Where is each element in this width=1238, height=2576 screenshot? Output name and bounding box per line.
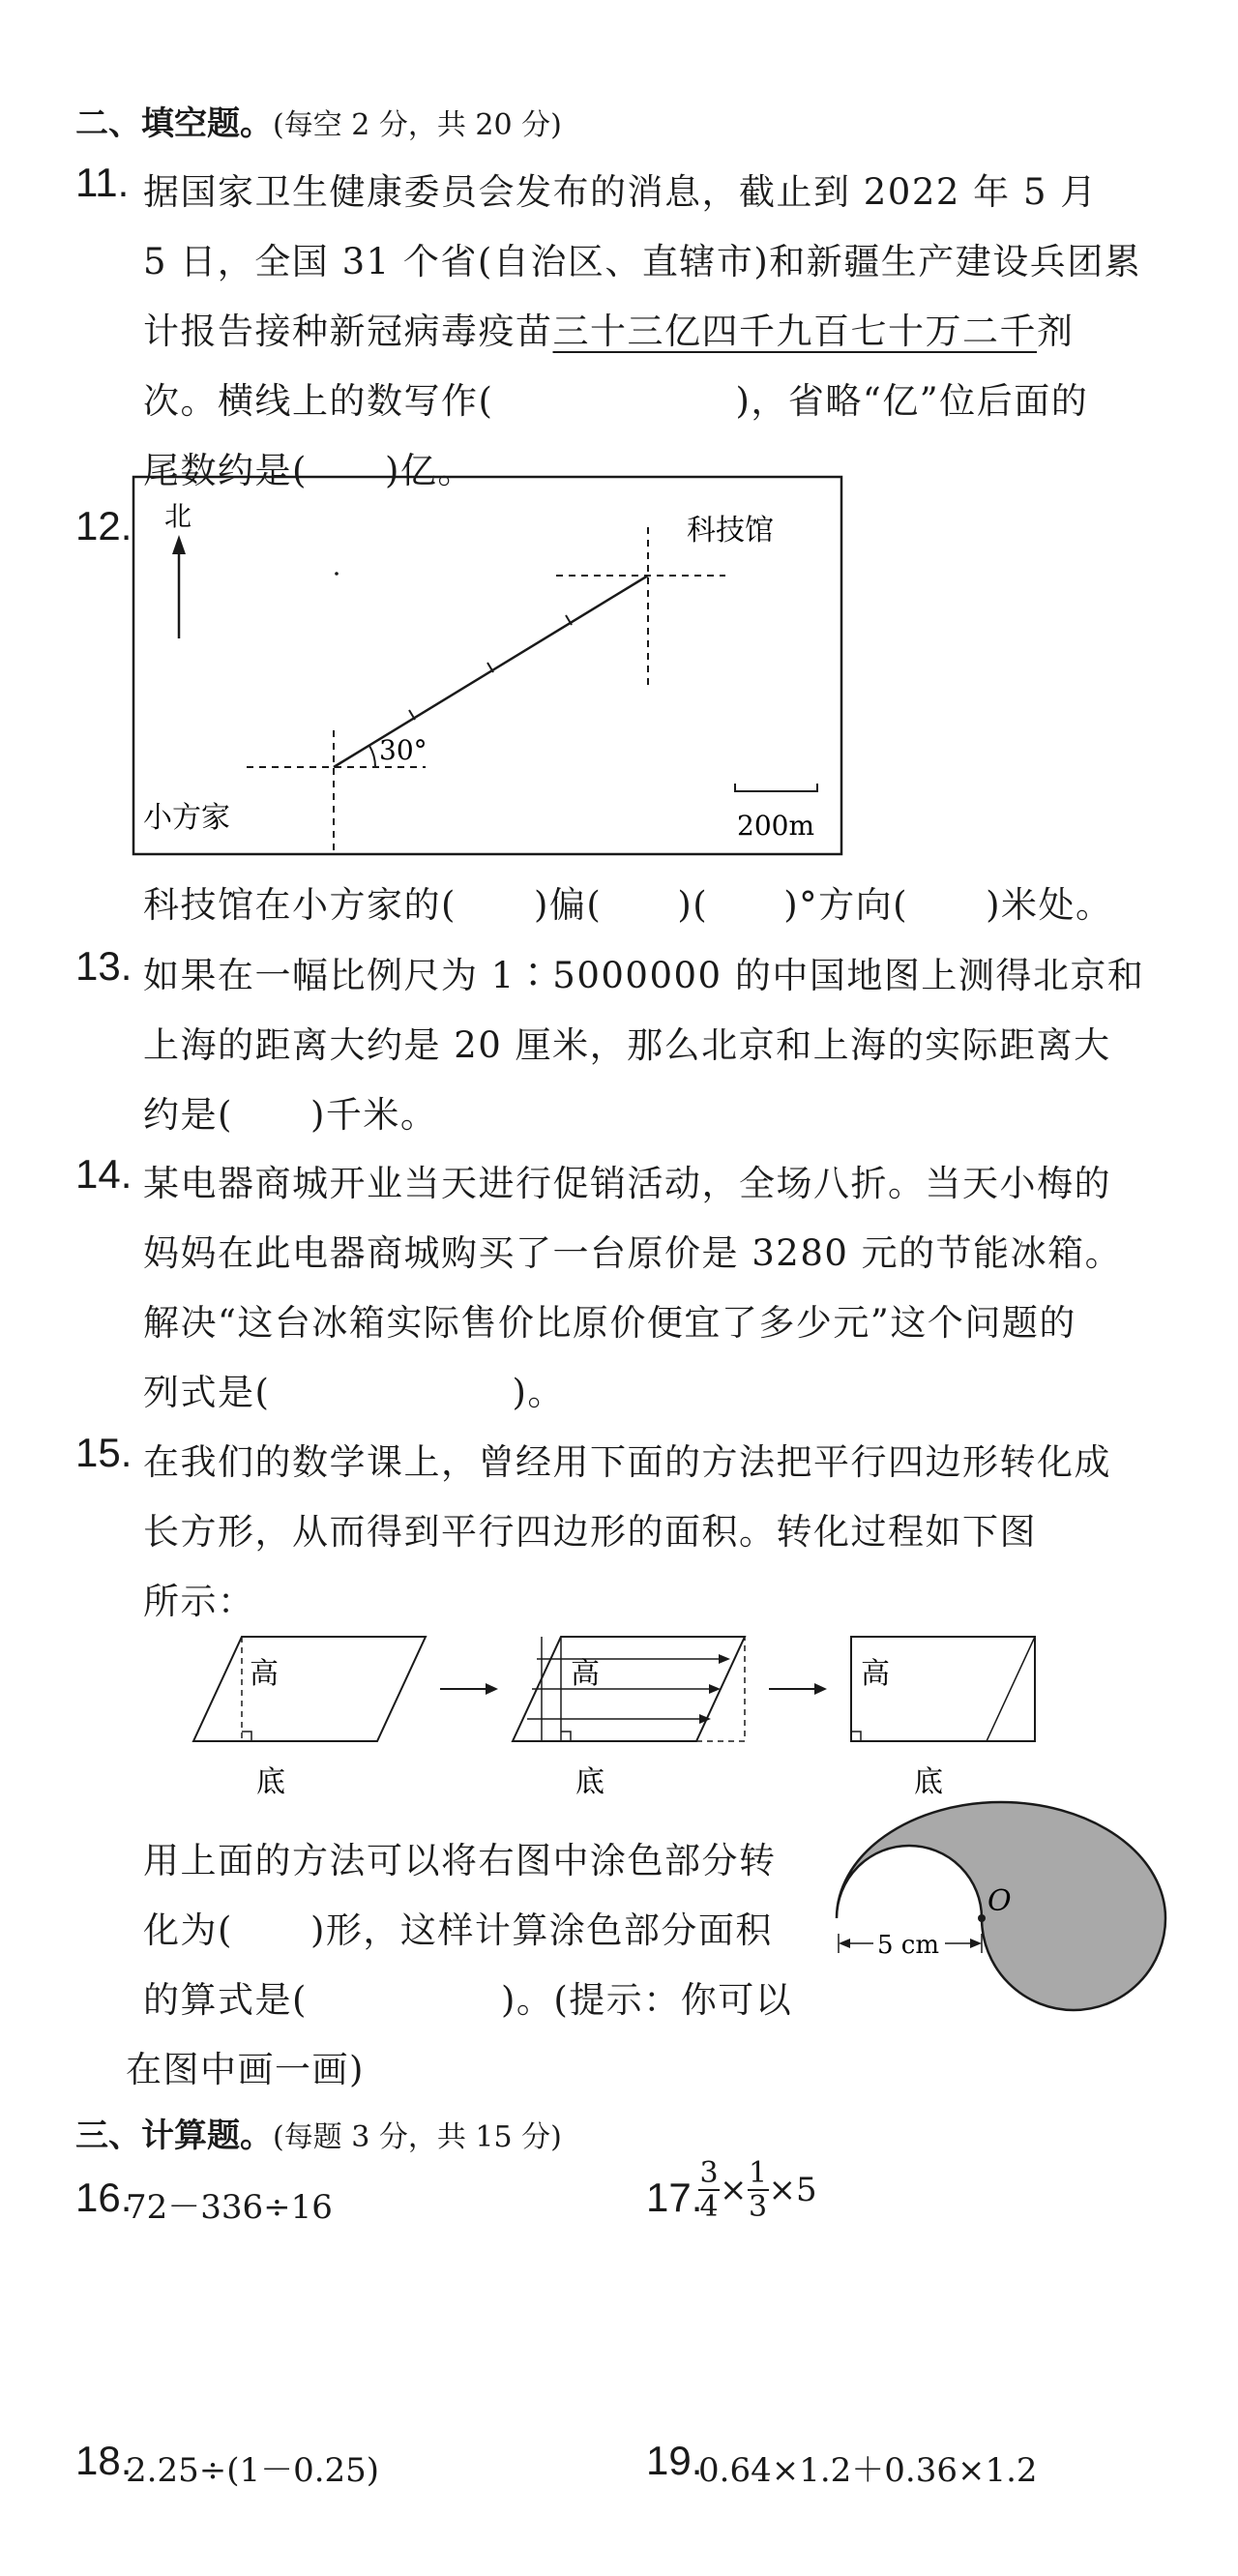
q13-line-3-start: 约是( (143, 1094, 233, 1136)
q11-line-1: 据国家卫生健康委员会发布的消息，截止到 2022 年 5 月 (143, 171, 1098, 213)
q11-line-2: 5 日，全国 31 个省(自治区、直辖市)和新疆生产建设兵团累 (143, 241, 1142, 282)
q14-line-4-end: )。 (512, 1372, 565, 1413)
q15-line-6 (143, 1970, 792, 2023)
map-dot (335, 572, 339, 576)
frac1-denominator: 4 (699, 2190, 719, 2224)
north-label: 北 (164, 500, 192, 532)
q15-line-6-end: )。(提示：你可以 (500, 1979, 793, 2021)
fraction-3-4 (698, 2157, 720, 2223)
q17-expression (698, 2157, 817, 2223)
q15-line-7: 在图中画一画) (126, 2049, 365, 2090)
q14-line-3: 解决“这台冰箱实际售价比原价便宜了多少元”这个问题的 (143, 1302, 1076, 1344)
q13-line-2: 上海的距离大约是 20 厘米，那么北京和上海的实际距离大 (143, 1024, 1111, 1066)
angle-label: 30° (379, 734, 427, 766)
q12-text-4: )°方向( (783, 884, 909, 926)
q11-line-5-end: )亿。 (384, 450, 475, 491)
center-label: O (987, 1884, 1012, 1918)
frac2-numerator: 1 (748, 2156, 768, 2190)
parallelogram-transformation-diagram (184, 1625, 1132, 1809)
q15-line-5-end: )形，这样计算涂色部分面积 (310, 1910, 773, 1951)
section-3-header (75, 2109, 562, 2156)
q18-expression: 2.25÷(1－0.25) (126, 2451, 380, 2490)
section-2-title: 二、填空题。 (75, 104, 273, 143)
q11-underlined-number: 三十三亿四千九百七十万二千 (552, 311, 1037, 352)
q14-line-4 (143, 1363, 565, 1415)
height-label-2: 高 (571, 1657, 600, 1691)
q13-line-3 (143, 1085, 437, 1138)
section-2-header (75, 97, 562, 144)
frac1-numerator: 3 (699, 2156, 719, 2190)
angle-arc (369, 746, 375, 767)
q15-number: 15. (75, 1430, 133, 1475)
q11-line-4 (143, 371, 1088, 424)
q13-line-3-end: )千米。 (310, 1094, 438, 1136)
cut-and-move-figure (513, 1637, 745, 1799)
scale-bar (735, 784, 817, 791)
base-label-3: 底 (914, 1765, 943, 1799)
height-label-3: 高 (861, 1657, 890, 1691)
dimension-arrow-left-icon (839, 1939, 850, 1948)
q15-line-6-start: 的算式是( (143, 1979, 308, 2021)
q12-number: 12. (75, 503, 133, 548)
q17-number: 17. (646, 2175, 703, 2220)
q11-line-4-start: 次。横线上的数写作( (143, 380, 494, 422)
museum-label: 科技馆 (687, 514, 774, 548)
times-five: ×5 (768, 2171, 817, 2209)
q12-answer-line (143, 875, 1113, 928)
q15-line-2: 长方形，从而得到平行四边形的面积。转化过程如下图 (143, 1511, 1037, 1553)
parallelogram-figure (193, 1637, 426, 1799)
arrow-right-icon-2 (769, 1683, 827, 1695)
height-label-1: 高 (250, 1657, 279, 1691)
q15-line-5-start: 化为( (143, 1910, 233, 1951)
section-3-title: 三、计算题。 (75, 2117, 273, 2155)
center-point (978, 1914, 986, 1922)
q12-text-3: )( (677, 884, 709, 926)
q11-number: 11. (75, 160, 130, 205)
rectangle-figure (851, 1637, 1035, 1799)
q13-line-1: 如果在一幅比例尺为 1∶5000000 的中国地图上测得北京和 (143, 955, 1145, 996)
q12-text-5: )米处。 (986, 884, 1113, 926)
q12-text-1: 科技馆在小方家的( (143, 884, 457, 926)
north-arrowhead-icon (172, 535, 186, 554)
q11-line-3-start: 计报告接种新冠病毒疫苗 (143, 311, 553, 352)
q18-number: 18. (75, 2438, 133, 2483)
q15-line-3: 所示： (143, 1581, 255, 1622)
q16-expression: 72－336÷16 (126, 2188, 333, 2227)
q16-number: 16. (75, 2175, 133, 2220)
arrow-right-icon-1 (440, 1683, 498, 1695)
shaded-region-figure (827, 1794, 1175, 2075)
q14-line-1: 某电器商城开业当天进行促销活动，全场八折。当天小梅的 (143, 1163, 1111, 1204)
q15-line-5 (143, 1901, 773, 1953)
section-3-note: (每题 3 分，共 15 分) (273, 2120, 562, 2154)
q13-number: 13. (75, 943, 133, 989)
base-label-1: 底 (256, 1765, 285, 1799)
q14-line-4-start: 列式是( (143, 1372, 271, 1413)
q15-line-1: 在我们的数学课上，曾经用下面的方法把平行四边形转化成 (143, 1441, 1111, 1483)
q11-line-5-start: 尾数约是( (143, 450, 308, 491)
q12-text-2: )偏( (533, 884, 603, 926)
q15-line-4: 用上面的方法可以将右图中涂色部分转 (143, 1840, 777, 1881)
q19-number: 19. (646, 2438, 703, 2483)
times-sign: × (720, 2171, 748, 2209)
q11-line-4-end: )，省略“亿”位后面的 (735, 380, 1089, 422)
q11-line-3-end: 剂 (1037, 311, 1075, 352)
q19-expression: 0.64×1.2＋0.36×1.2 (698, 2451, 1038, 2490)
base-label-2: 底 (575, 1765, 604, 1799)
q11-line-3 (143, 302, 1075, 354)
scale-label: 200m (737, 810, 814, 842)
direction-map (126, 469, 851, 861)
section-2-note: (每空 2 分，共 20 分) (273, 108, 562, 142)
radius-label: 5 cm (877, 1931, 940, 1960)
home-label: 小方家 (143, 801, 230, 835)
dimension-arrow-right-icon (970, 1939, 982, 1948)
q14-line-2: 妈妈在此电器商城购买了一台原价是 3280 元的节能冰箱。 (143, 1232, 1123, 1274)
fraction-1-3 (748, 2157, 769, 2223)
q14-number: 14. (75, 1151, 133, 1197)
frac2-denominator: 3 (748, 2190, 768, 2224)
